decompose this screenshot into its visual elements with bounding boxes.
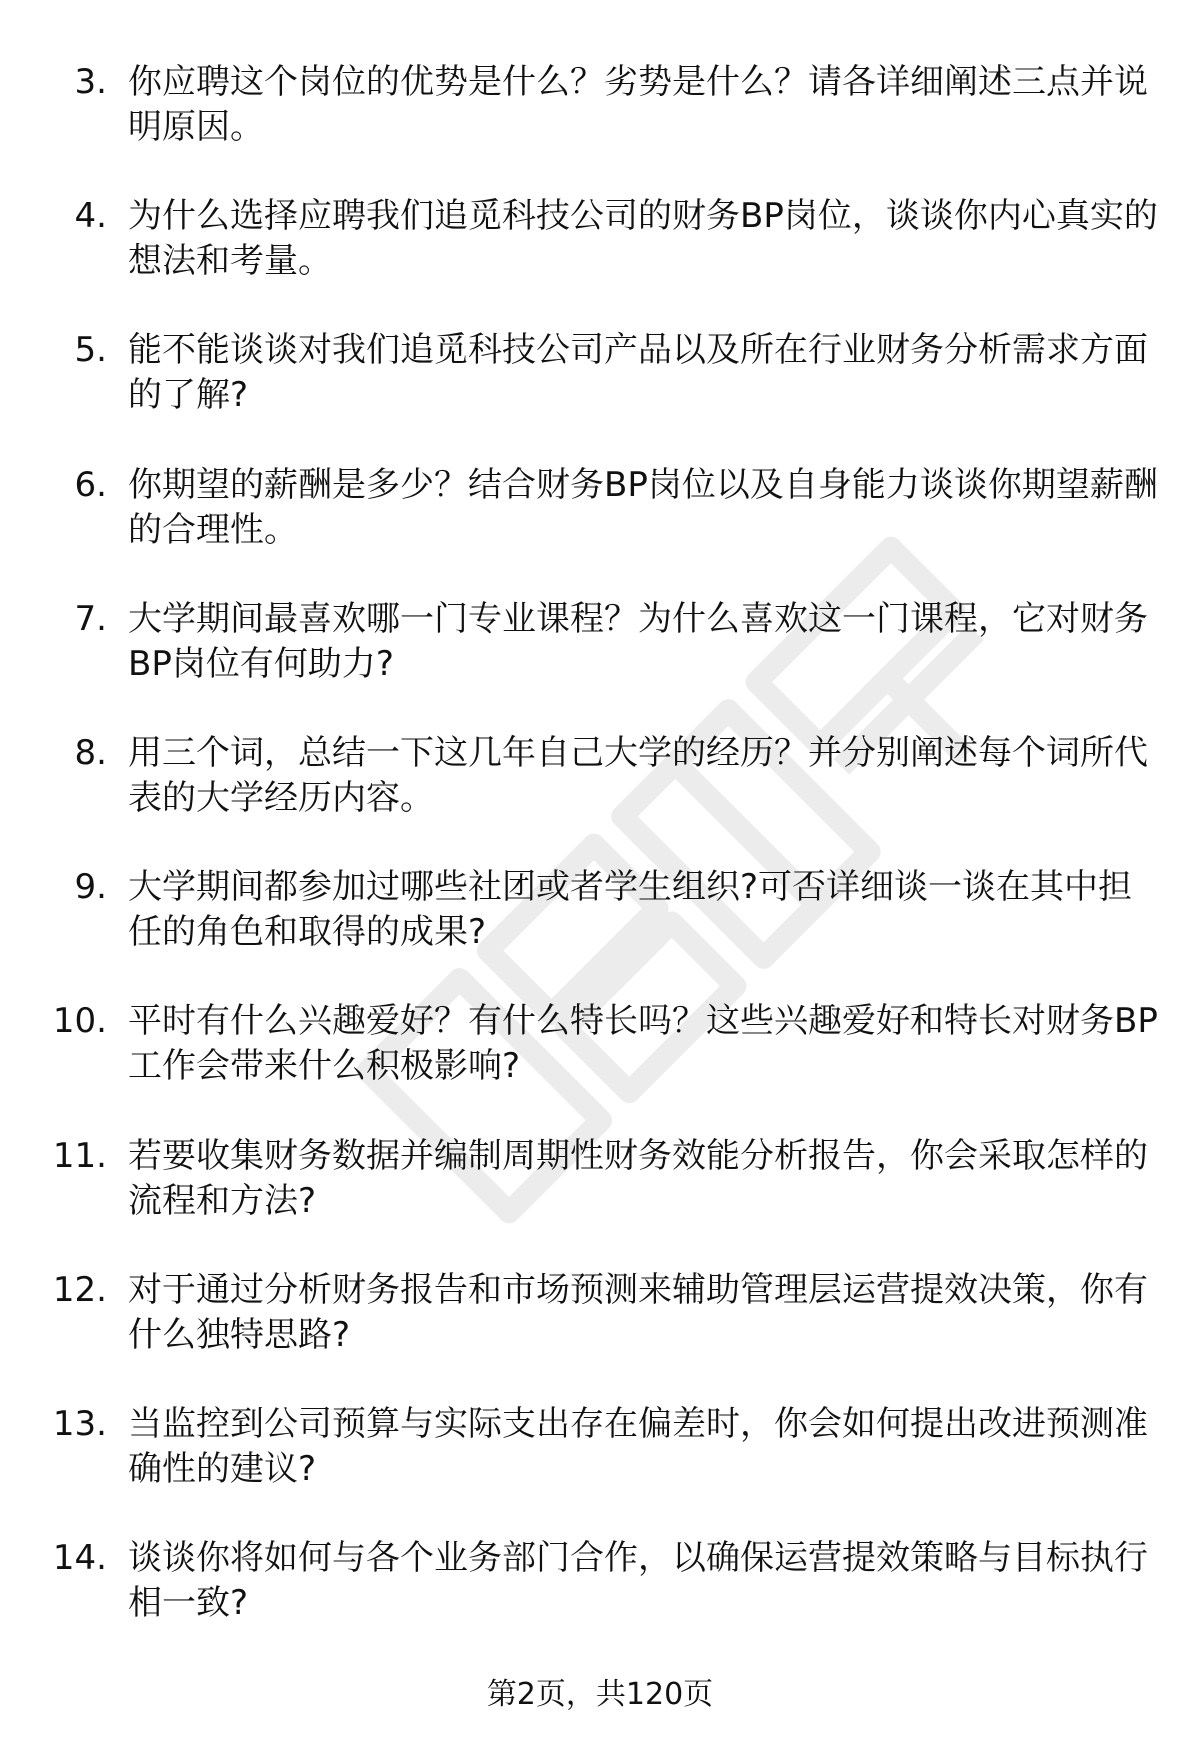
question-number: 4.: [74, 196, 107, 237]
question-number: 7.: [74, 598, 107, 639]
question-item: [0, 597, 1200, 731]
question-text: 若要收集财务数据并编制周期性财务效能分析报告，你会采取怎样的流程和方法?: [128, 1135, 1148, 1221]
question-item: [0, 1402, 1200, 1536]
question-item: [0, 865, 1200, 999]
question-text: 能不能谈谈对我们追觅科技公司产品以及所在行业财务分析需求方面的了解?: [128, 330, 1148, 416]
question-number: 11.: [52, 1135, 107, 1176]
question-number: 3.: [74, 62, 107, 102]
question-text: 平时有什么兴趣爱好？有什么特长吗？这些兴趣爱好和特长对财务BP工作会带来什么积极影响?: [128, 1001, 1158, 1087]
question-text: 对于通过分析财务报告和市场预测来辅助管理层运营提效决策，你有什么独特思路?: [128, 1269, 1148, 1355]
question-text: 为什么选择应聘我们追觅科技公司的财务BP岗位，谈谈你内心真实的想法和考量。: [128, 196, 1158, 282]
question-item: [0, 194, 1200, 328]
question-text: 当监控到公司预算与实际支出存在偏差时，你会如何提出改进预测准确性的建议?: [128, 1403, 1148, 1489]
question-number: 9.: [74, 867, 107, 908]
question-item: [0, 1268, 1200, 1402]
question-item: [0, 328, 1200, 462]
question-text: 你应聘这个岗位的优势是什么？劣势是什么？请各详细阐述三点并说明原因。: [128, 62, 1148, 147]
question-item: [0, 731, 1200, 865]
question-text: 你期望的薪酬是多少？结合财务BP岗位以及自身能力谈谈你期望薪酬的合理性。: [128, 464, 1158, 550]
question-text: 大学期间都参加过哪些社团或者学生组织?可否详细谈一谈在其中担任的角色和取得的成果?: [128, 867, 1133, 953]
question-item: [0, 1134, 1200, 1268]
question-item: [0, 1536, 1200, 1670]
question-number: 8.: [74, 732, 107, 773]
question-item: [0, 463, 1200, 597]
question-number: 5.: [74, 330, 107, 371]
question-text: 用三个词，总结一下这几年自己大学的经历？并分别阐述每个词所代表的大学经历内容。: [128, 732, 1148, 818]
question-text: 谈谈你将如何与各个业务部门合作，以确保运营提效策略与目标执行相一致?: [128, 1538, 1148, 1624]
question-number: 10.: [52, 1001, 107, 1042]
question-number: 13.: [52, 1403, 107, 1444]
question-list: [0, 60, 1200, 1670]
question-number: 14.: [52, 1538, 107, 1579]
question-item: [0, 60, 1200, 194]
question-number: 6.: [74, 464, 107, 505]
question-item: [0, 999, 1200, 1133]
question-text: 大学期间最喜欢哪一门专业课程？为什么喜欢这一门课程，它对财务BP岗位有何助力?: [128, 598, 1148, 684]
page-footer: 第2页，共120页: [486, 1677, 714, 1712]
question-number: 12.: [52, 1269, 107, 1310]
